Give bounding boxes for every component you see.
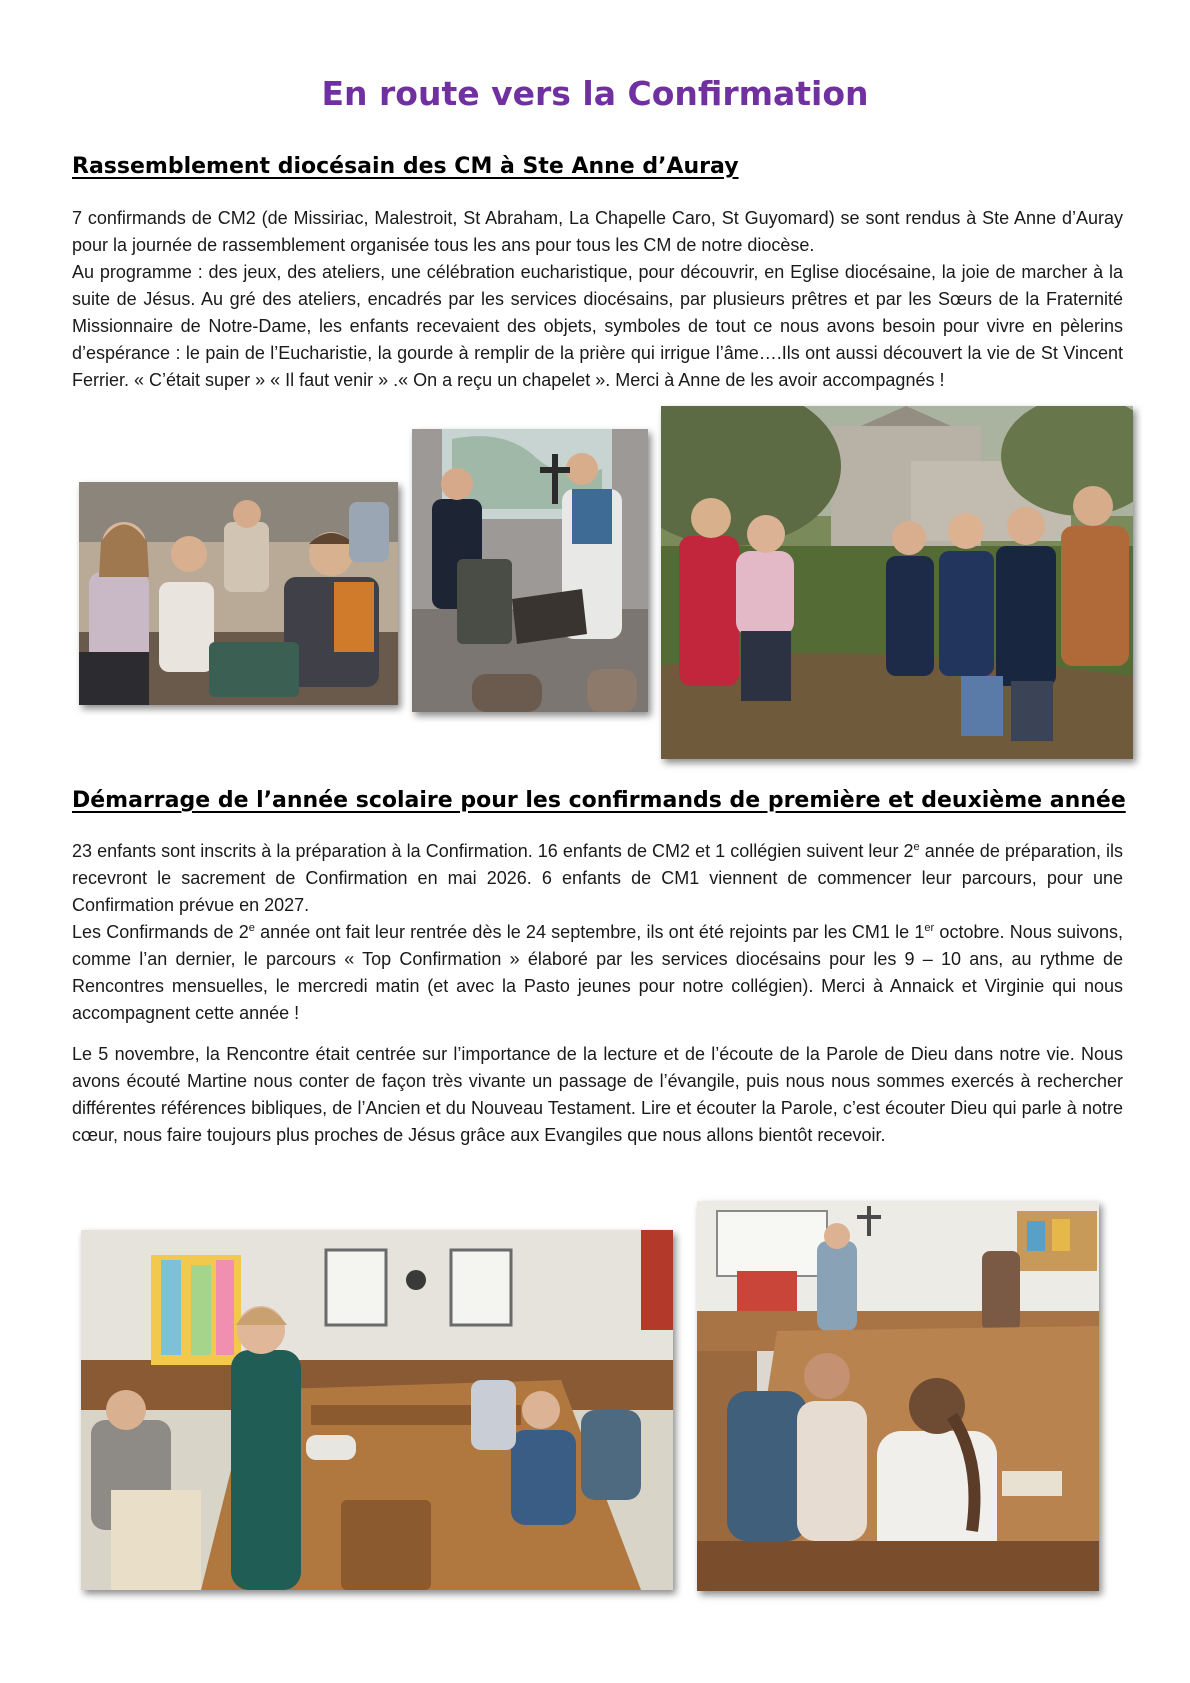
section1-paragraph-1: 7 confirmands de CM2 (de Missiriac, Malestroit, St Abraham, La Chapelle Caro, St Guyomard) se sont rendus à Ste Anne d’Auray pour la journée de rassemblement organisée tous les ans pour tous les CM de notre diocèse. bbox=[72, 208, 1123, 255]
section1-paragraph-2: Au programme : des jeux, des ateliers, une célébration eucharistique, pour découvrir, en Eglise diocésaine, la joie de marcher à la suite de Jésus. Au gré des ateliers, encadrés par les services diocésains, par plusieurs prêtres et par les Sœurs de la Fraternité Missionnaire de Notre-Dame, les enfants recevaient des objets, symboles de tout ce nous avons besoin pour vivre en pèlerins d’espérance : le pain de l’Eucharistie, la gourde à remplir de la prière qui irrigue l’âme….Ils ont aussi découvert la vie de St Vincent Ferrier. « C’était super » « Il faut venir » .« On a reçu un chapelet ». Merci à Anne de les avoir accompagnés ! bbox=[72, 262, 1123, 390]
section1-text bbox=[72, 205, 1123, 394]
section2-p2-sup2: er bbox=[924, 922, 935, 934]
section2-p2-sup1: e bbox=[248, 922, 255, 934]
section2-paragraph-3: Le 5 novembre, la Rencontre était centrée sur l’importance de la lecture et de l’écoute de la Parole de Dieu dans notre vie. Nous avons écouté Martine nous conter de façon très vivante un passage de l’évangile, puis nous nous sommes exercés à rechercher différentes références bibliques, de l’Ancien et du Nouveau Testament. Lire et écouter la Parole, c’est écouter Dieu qui parle à notre cœur, nous faire toujours plus proches de Jésus grâce aux Evangiles que nous allons bientôt recevoir. bbox=[72, 1044, 1123, 1145]
section2-p2-part1: Les Confirmands de 2 bbox=[72, 922, 249, 942]
section2-p2-part3: octobre. Nous suivons, comme l’an dernier, le parcours « Top Confirmation » élaboré par les services diocésains pour les 9 – 10 ans, au rythme de Rencontres mensuelles, le mercredi matin (et avec la Pasto jeunes pour notre collégien). Merci à Annaick et Virginie qui nous accompagnent cette année ! bbox=[72, 922, 1123, 1023]
section2-p1-part2: année de préparation, ils recevront le sacrement de Confirmation en mai 2026. 6 enfants de CM1 viennent de commencer leur parcours, pour une Confirmation prévue en 2027. bbox=[72, 841, 1123, 915]
section2-p1-part1: 23 enfants sont inscrits à la préparation à la Confirmation. 16 enfants de CM2 et 1 collégien suivent leur 2 bbox=[72, 841, 914, 861]
section2-paragraph-1 bbox=[72, 838, 1123, 919]
photo-classroom-bibles bbox=[697, 1201, 1099, 1591]
photo-group-outdoors bbox=[661, 406, 1133, 759]
photo-workshop-projection bbox=[412, 429, 648, 712]
section2-p1-sup: e bbox=[913, 841, 920, 853]
photo-children-seated bbox=[79, 482, 398, 705]
section1-heading: Rassemblement diocésain des CM à Ste Anne d’Auray bbox=[72, 154, 739, 179]
page-title: En route vers la Confirmation bbox=[321, 74, 869, 113]
section2-paragraph-2 bbox=[72, 919, 1123, 1027]
section2-text bbox=[72, 838, 1123, 1149]
section2-heading: Démarrage de l’année scolaire pour les confirmands de première et deuxième année bbox=[72, 788, 1126, 813]
section2-p2-part2: année ont fait leur rentrée dès le 24 septembre, ils ont été rejoints par les CM1 le 1 bbox=[254, 922, 925, 942]
photo-classroom-storyteller bbox=[81, 1230, 673, 1590]
